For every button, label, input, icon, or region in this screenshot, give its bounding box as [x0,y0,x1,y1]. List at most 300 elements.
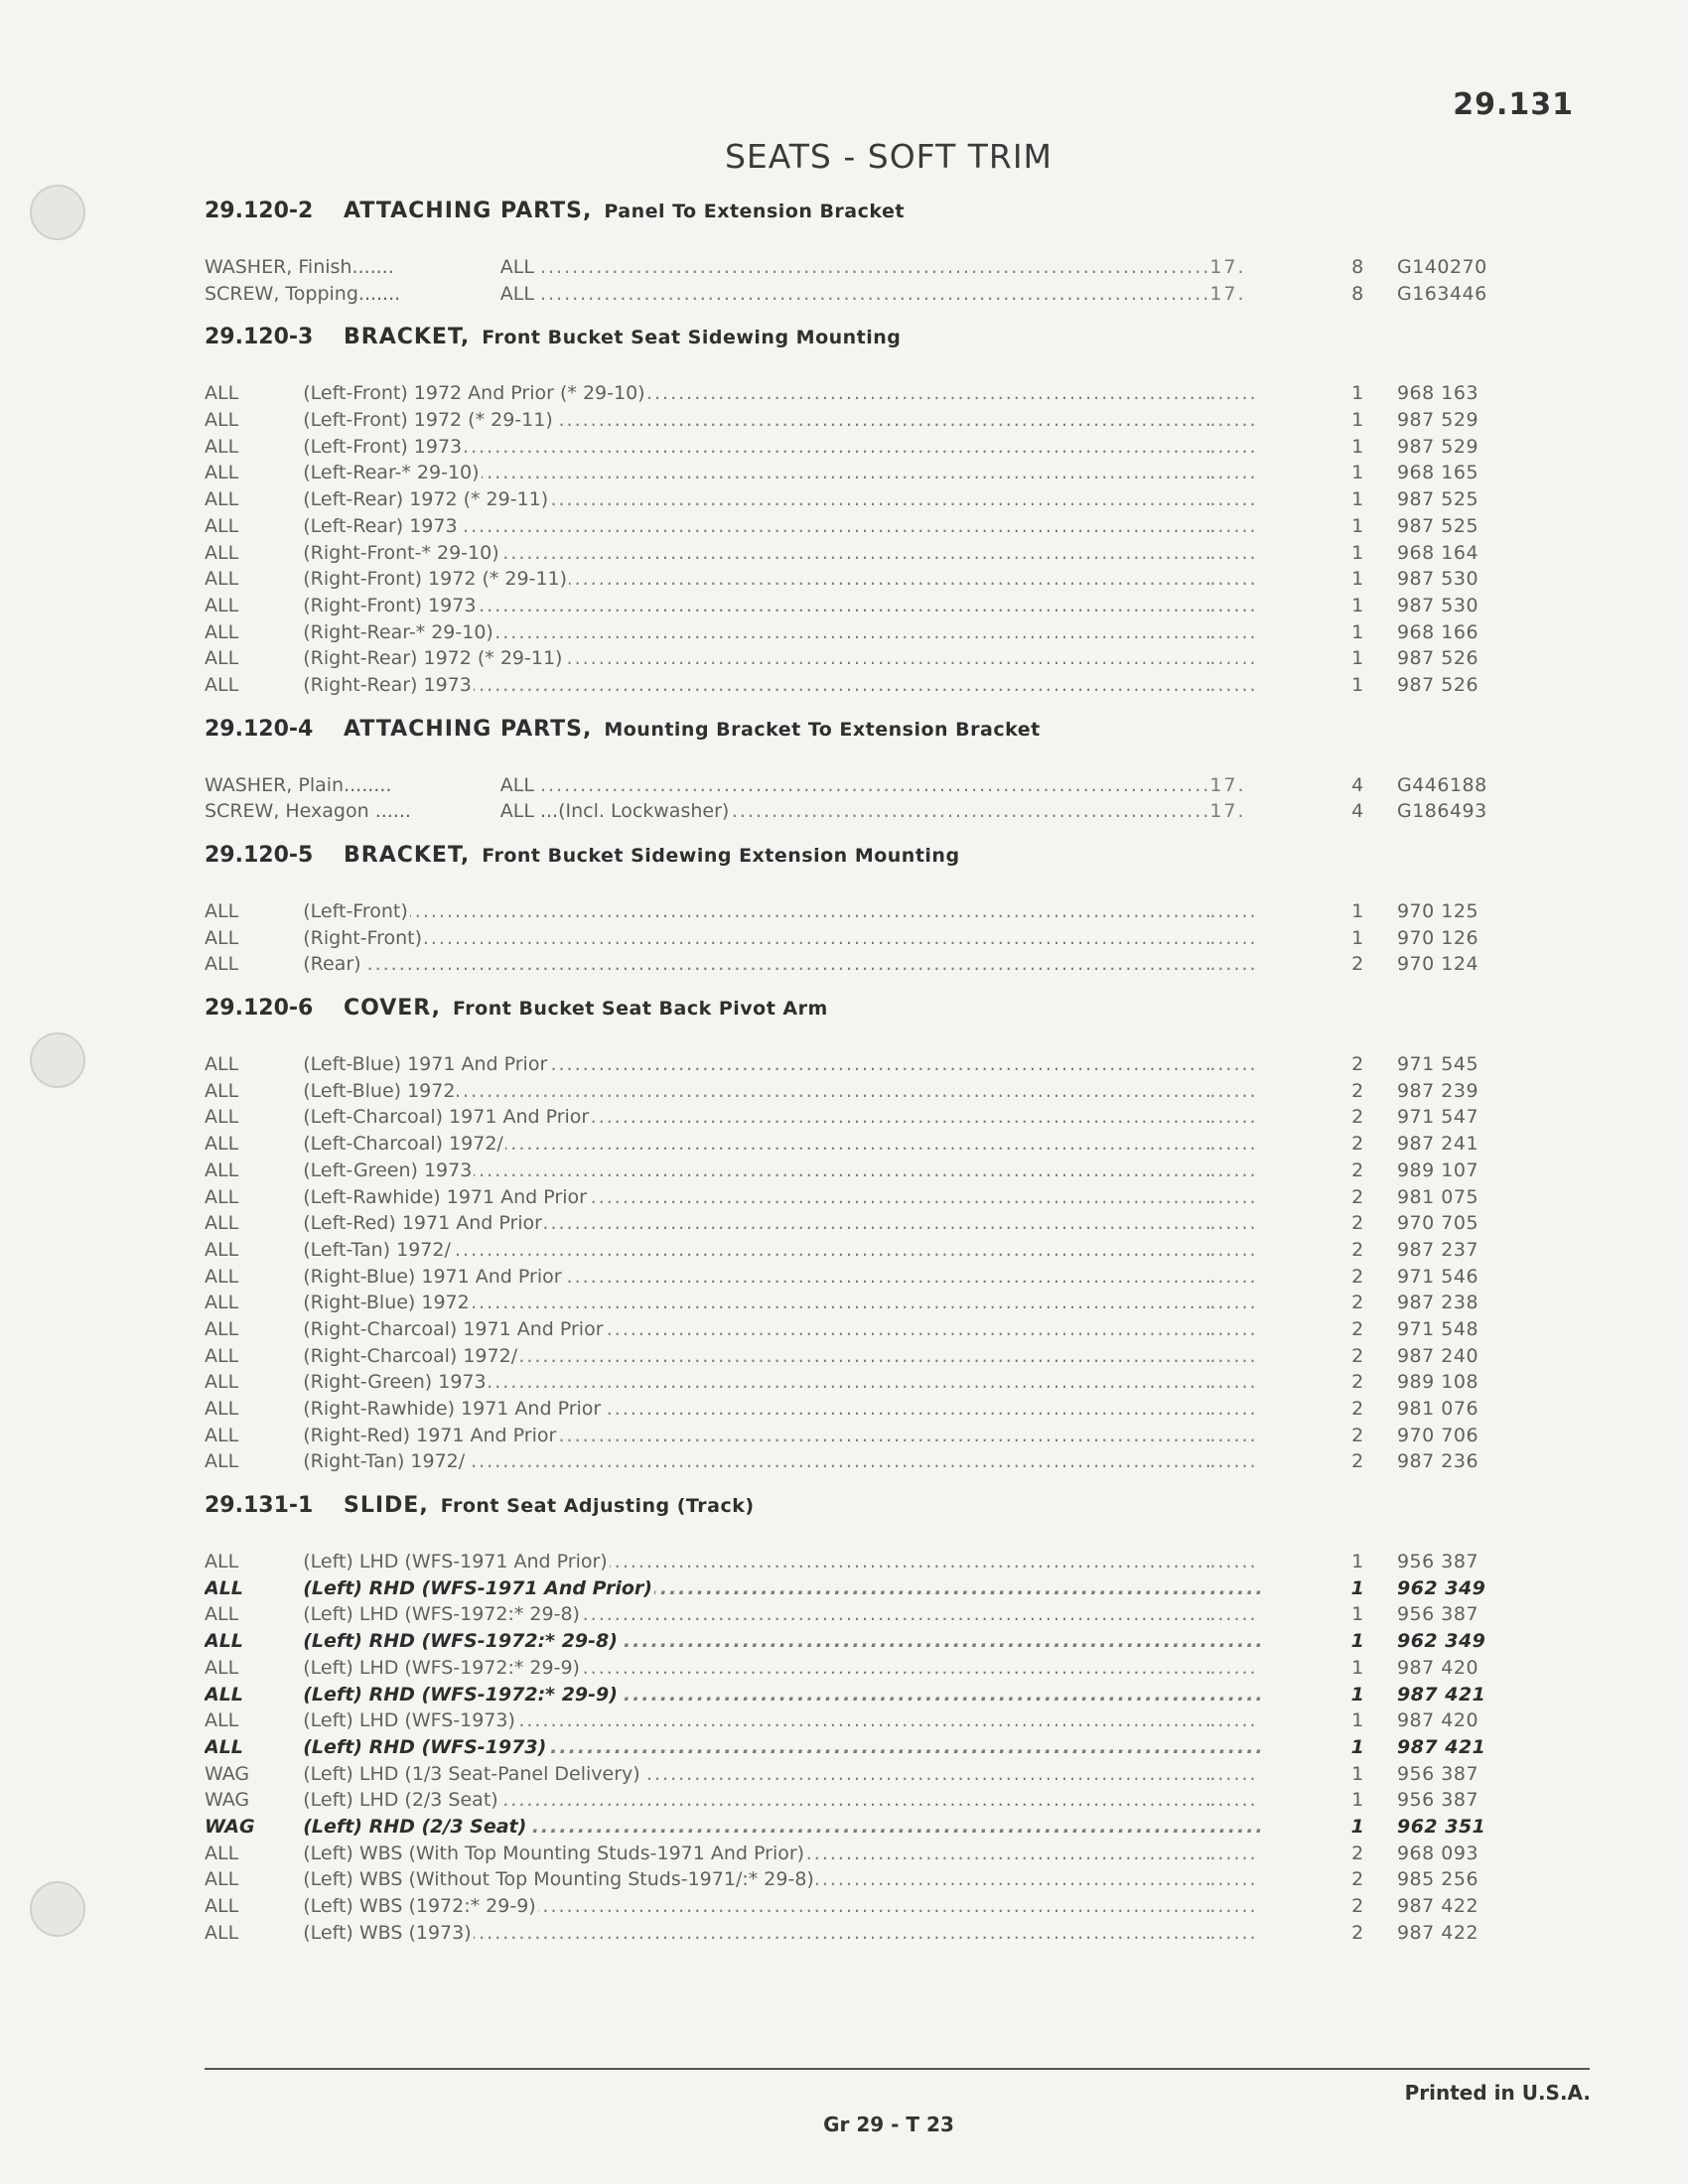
row-leader: ...... [1209,1133,1258,1156]
row-part-number: 987 530 [1396,568,1479,591]
row-part-number: 987 239 [1396,1079,1479,1102]
row-part-number: 968 093 [1396,1842,1479,1864]
parts-row [205,1210,1525,1237]
row-model: ALL [205,1133,239,1156]
row-part-number: 987 420 [1396,1709,1479,1732]
row-leader: ...... [1209,1424,1258,1446]
row-quantity: 2 [1351,1238,1364,1261]
parts-row [205,672,1525,699]
row-part-number: 987 422 [1396,1895,1479,1917]
row-quantity: 1 [1351,1789,1364,1812]
row-model: ALL [205,409,239,432]
parts-row [205,486,1525,513]
row-description-text: (Right-Rear-* 29-10) [303,620,493,643]
row-model: ALL [205,541,239,564]
row-quantity: 1 [1351,1709,1364,1732]
row-model: ALL [205,1159,239,1181]
row-description-text: (Right-Green) 1973 [303,1371,487,1394]
row-model: ALL [205,647,239,670]
row-leader: ...... [1209,1656,1258,1679]
row-model: ALL [205,1709,239,1732]
section-rows [205,1549,1525,1946]
row-part-number: 987 529 [1396,409,1479,432]
row-description [303,1841,1209,1867]
row-description-text: ALL [499,256,534,278]
row-description-text: (Right-Charcoal) 1971 And Prior [303,1317,604,1340]
row-model: ALL [205,900,239,922]
parts-row [205,798,1525,825]
section-name: BRACKET, [344,843,471,868]
row-quantity: 2 [1351,1159,1364,1181]
row-leader: ...... [1209,1079,1258,1102]
row-model: ALL [205,514,239,537]
row-description [303,460,1209,486]
row-quantity: 1 [1351,594,1364,616]
section-rows [205,772,1525,825]
row-quantity: 1 [1351,1762,1364,1785]
row-description-text: (Left-Rear) 1972 (* 29-11) [303,488,549,511]
row-description [303,1761,1209,1788]
row-leader: ...... [1209,1292,1258,1314]
row-model: WAG [205,1815,255,1838]
row-quantity: 2 [1351,1450,1364,1473]
section-rows [205,380,1525,698]
row-quantity: 1 [1350,1630,1364,1653]
section-description: Panel To Extension Bracket [604,201,905,222]
printed-notice: Printed in U.S.A. [1404,2081,1591,2105]
row-quantity: 1 [1351,647,1364,670]
parts-row [205,1131,1525,1158]
row-description-text: (Left-Rear) 1973 [303,514,458,537]
row-description-text: (Left) WBS (1973) [303,1921,472,1944]
row-model: ALL [205,1398,239,1420]
row-model: ALL [205,1576,243,1599]
row-description [500,772,1210,799]
row-description-text: (Right-Charcoal) 1972/ [303,1344,518,1367]
row-description-text: (Left) RHD (WFS-1971 And Prior) [303,1576,652,1599]
row-quantity: 2 [1351,1344,1364,1367]
row-description-text: (Right-Red) 1971 And Prior [303,1424,557,1446]
row-description-text: (Left) LHD (1/3 Seat-Panel Delivery) [303,1762,640,1785]
row-leader: ...... [1209,1317,1258,1340]
row-model: ALL [205,1424,239,1446]
parts-row [205,407,1525,434]
row-leader: ...... [1209,1238,1258,1261]
row-model: ALL [205,1238,239,1261]
parts-row [205,1078,1525,1105]
row-description [303,1707,1209,1734]
row-part-number: G163446 [1396,282,1487,305]
row-description [303,1448,1209,1475]
row-part-number: 987 237 [1396,1238,1479,1261]
row-model: ALL [205,1185,239,1208]
section-number: 29.131-1 [205,1493,314,1519]
row-quantity: 2 [1351,1371,1364,1394]
section-description: Front Seat Adjusting (Track) [440,1495,755,1518]
row-leader: ...... [1209,1762,1258,1785]
row-description [303,1343,1209,1370]
row-description [500,254,1210,281]
row-description [303,1184,1209,1211]
row-part-number: 987 530 [1396,594,1479,616]
parts-row [205,281,1525,308]
section-description: Front Bucket Seat Back Pivot Arm [453,998,828,1021]
row-description-text: (Right-Blue) 1972 [303,1292,470,1314]
row-part-number: 970 124 [1396,953,1479,976]
row-quantity: 1 [1351,1603,1364,1626]
section-heading [205,843,1525,879]
row-description [303,951,1209,978]
row-quantity: 1 [1351,900,1364,922]
section-number: 29.120-2 [205,199,314,223]
row-part-number: 956 387 [1396,1789,1479,1812]
section-number: 29.120-6 [205,996,314,1022]
row-description-text: (Left) LHD (WFS-1971 And Prior) [303,1551,608,1573]
row-description [303,1682,1209,1708]
row-description-text: (Left-Blue) 1971 And Prior [303,1053,548,1076]
row-description [303,380,1209,407]
row-description-text: ALL [499,773,534,796]
parts-row [205,1549,1525,1575]
row-part-number: 971 547 [1396,1106,1479,1129]
parts-row [205,1423,1525,1449]
row-model: ALL [205,1895,239,1917]
row-quantity: 2 [1351,1079,1364,1102]
parts-row [205,1814,1525,1841]
row-description-text: (Left-Rear-* 29-10) [303,462,480,484]
row-part-number: 989 107 [1396,1159,1479,1181]
row-description [303,1628,1209,1655]
section-rows [205,254,1525,307]
row-model: ALL [205,1106,239,1129]
row-part-number: 956 387 [1396,1551,1479,1573]
row-leader: ...... [1209,1789,1258,1812]
row-model: ALL [205,1630,243,1653]
row-model: ALL [205,620,239,643]
row-description [303,1316,1209,1343]
parts-row [205,254,1525,281]
row-description-text: (Left) WBS (Without Top Mounting Studs-1971/:* 29-8) [303,1868,814,1891]
row-part-number: G186493 [1396,800,1487,823]
parts-row [205,1184,1525,1211]
row-quantity: 2 [1351,1292,1364,1314]
row-description-text: (Left-Front) 1973 [303,435,463,458]
row-description [303,513,1209,540]
row-leader: ...... [1209,1265,1258,1288]
row-description [303,1131,1209,1158]
row-part-number: 968 164 [1396,541,1479,564]
row-leader: ...... [1209,1603,1258,1626]
row-model: ALL [205,1292,239,1314]
row-description [303,1423,1209,1449]
row-description [303,407,1209,434]
row-quantity: 2 [1351,1212,1364,1235]
row-description [303,898,1209,925]
row-description-text: (Right-Rawhide) 1971 And Prior [303,1398,602,1420]
row-model: ALL [205,673,239,696]
row-quantity: 2 [1351,1842,1364,1864]
row-quantity: 1 [1351,435,1364,458]
row-description-text: (Left) RHD (WFS-1972:* 29-9) [303,1683,618,1706]
footer-code: Gr 29 - T 23 [823,2113,954,2136]
section-heading [205,199,1525,234]
row-description [303,1814,1209,1841]
row-quantity: 2 [1351,1106,1364,1129]
row-description [500,281,1210,308]
parts-row [205,1787,1525,1814]
row-part-number: 981 076 [1396,1398,1479,1420]
row-description [303,1396,1209,1423]
row-model: ALL [205,1735,243,1758]
row-part-number: 987 236 [1396,1450,1479,1473]
row-part-number: 962 349 [1396,1576,1486,1599]
parts-row [205,1448,1525,1475]
parts-row [205,1396,1525,1423]
row-description [303,1237,1209,1264]
row-description-text: (Left-Front) 1972 (* 29-11) [303,409,553,432]
row-quantity: 1 [1351,382,1364,405]
row-part-number: 985 256 [1396,1868,1479,1891]
row-description-text: (Left) WBS (With Top Mounting Studs-1971 And Prior) [303,1842,805,1864]
row-description-text: (Right-Blue) 1971 And Prior [303,1265,562,1288]
row-quantity: 1 [1350,1815,1364,1838]
row-description-text: (Left) RHD (WFS-1973) [303,1735,547,1758]
row-description [303,1601,1209,1628]
row-model: WASHER, Plain........ [205,773,392,796]
row-description [303,1210,1209,1237]
row-part-number: 971 545 [1396,1053,1479,1076]
row-part-number: 956 387 [1396,1762,1479,1785]
row-quantity: 1 [1351,488,1364,511]
row-model: ALL [205,1371,239,1394]
row-leader: ...... [1209,1185,1258,1208]
row-part-number: 987 529 [1396,435,1479,458]
parts-row [205,951,1525,978]
row-description [303,645,1209,672]
binder-hole [30,1881,85,1937]
row-part-number: 971 546 [1396,1265,1479,1288]
row-description-text: ALL [499,282,534,305]
parts-row [205,1237,1525,1264]
row-quantity: 8 [1351,282,1364,305]
parts-row [205,1841,1525,1867]
row-part-number: 968 163 [1396,382,1479,405]
parts-row [205,1264,1525,1291]
parts-row [205,645,1525,672]
row-description [303,1104,1209,1131]
section-number: 29.120-3 [205,325,314,350]
parts-row [205,540,1525,567]
row-description-text: (Left) RHD (2/3 Seat) [303,1815,527,1838]
row-leader: ...... [1209,1053,1258,1076]
row-quantity: 1 [1351,568,1364,591]
section-name: ATTACHING PARTS, [344,716,593,742]
row-leader: ...... [1209,1371,1258,1394]
row-quantity: 2 [1351,1398,1364,1420]
row-leader: ...... [1209,620,1258,643]
row-quantity: 2 [1351,1424,1364,1446]
row-part-number: 970 126 [1396,926,1479,949]
row-model: ALL [205,462,239,484]
parts-row [205,1655,1525,1682]
row-description [500,798,1210,825]
row-part-number: 970 706 [1396,1424,1479,1446]
row-description [303,1264,1209,1291]
row-model: ALL [205,1265,239,1288]
parts-row [205,619,1525,646]
row-description-text: (Left-Rawhide) 1971 And Prior [303,1185,587,1208]
row-leader: ...... [1209,1895,1258,1917]
row-quantity: 1 [1351,926,1364,949]
row-model: WAG [205,1762,250,1785]
row-description [303,1158,1209,1184]
row-description [303,1051,1209,1078]
row-leader: ...... [1209,953,1258,976]
row-description-text: (Left) WBS (1972:* 29-9) [303,1895,536,1917]
binder-hole [30,185,85,240]
row-part-number: 968 166 [1396,620,1479,643]
row-part-number: 987 238 [1396,1292,1479,1314]
section-description: Front Bucket Seat Sidewing Mounting [482,327,902,349]
footer-rule [205,2068,1590,2070]
row-leader: ...... [1209,926,1258,949]
parts-row [205,566,1525,593]
row-part-number: 987 525 [1396,488,1479,511]
row-model: ALL [205,1842,239,1864]
row-leader: ...... [1209,1159,1258,1181]
row-quantity: 2 [1351,1185,1364,1208]
row-model: ALL [205,953,239,976]
row-leader: ...... [1209,568,1258,591]
row-quantity: 8 [1351,256,1364,278]
parts-row [205,772,1525,799]
row-leader: ...... [1209,1842,1258,1864]
row-leader: ...... [1209,673,1258,696]
row-part-number: 962 351 [1396,1815,1486,1838]
row-quantity: 2 [1351,1317,1364,1340]
row-part-number: G446188 [1396,773,1487,796]
row-description [303,566,1209,593]
row-quantity: 1 [1351,541,1364,564]
parts-row [205,1682,1525,1708]
row-description [303,1787,1209,1814]
row-leader: 17. [1209,773,1246,796]
row-description [303,1655,1209,1682]
section-rows [205,898,1525,978]
section-number: 29.120-5 [205,843,314,868]
row-description-text: (Left-Tan) 1972/ [303,1238,451,1261]
parts-row [205,1051,1525,1078]
row-model: SCREW, Topping....... [205,282,401,305]
row-leader: ...... [1209,1398,1258,1420]
parts-row [205,1893,1525,1920]
row-quantity: 2 [1351,953,1364,976]
parts-row [205,1920,1525,1947]
row-quantity: 1 [1350,1576,1364,1599]
parts-row [205,1369,1525,1396]
parts-row [205,460,1525,486]
section-name: BRACKET, [344,325,471,350]
row-quantity: 1 [1351,620,1364,643]
row-description-text: (Left-Charcoal) 1971 And Prior [303,1106,590,1129]
row-leader: ...... [1209,1921,1258,1944]
row-part-number: 968 165 [1396,462,1479,484]
row-quantity: 1 [1350,1683,1364,1706]
row-model: ALL [205,568,239,591]
row-leader: ...... [1209,1212,1258,1235]
row-quantity: 2 [1351,1868,1364,1891]
row-description [303,593,1209,619]
row-leader: ...... [1209,1450,1258,1473]
row-part-number: 981 075 [1396,1185,1479,1208]
row-model: WASHER, Finish....... [205,256,394,278]
row-description [303,434,1209,461]
parts-row [205,1761,1525,1788]
row-description [303,540,1209,567]
row-description-text: (Right-Rear) 1972 (* 29-11) [303,647,563,670]
section-name: SLIDE, [344,1493,429,1519]
row-description-text: (Left) LHD (WFS-1972:* 29-8) [303,1603,580,1626]
page-title: SEATS - SOFT TRIM [724,137,1054,176]
row-part-number: 970 705 [1396,1212,1479,1235]
row-part-number: 987 420 [1396,1656,1479,1679]
row-quantity: 4 [1351,773,1364,796]
parts-row [205,380,1525,407]
section-heading [205,717,1525,752]
row-part-number: 987 421 [1396,1683,1486,1706]
section-name: ATTACHING PARTS, [344,199,593,223]
row-leader: ...... [1209,1344,1258,1367]
row-quantity: 2 [1351,1133,1364,1156]
row-part-number: G140270 [1396,256,1487,278]
row-model: ALL [205,1683,243,1706]
parts-row [205,898,1525,925]
parts-row [205,1866,1525,1893]
row-description-text: (Left-Blue) 1972 [303,1079,456,1102]
row-part-number: 987 525 [1396,514,1479,537]
row-model: SCREW, Hexagon ...... [205,800,411,823]
row-leader: ...... [1209,1551,1258,1573]
row-description [303,1920,1209,1947]
row-description [303,1369,1209,1396]
row-description-text: (Left-Green) 1973 [303,1159,473,1181]
row-quantity: 4 [1351,800,1364,823]
row-description-text: (Left) RHD (WFS-1972:* 29-8) [303,1630,618,1653]
section-number: 29.120-4 [205,716,314,742]
row-leader: 17. [1209,282,1246,305]
parts-row [205,513,1525,540]
row-model: ALL [205,1921,239,1944]
row-description [303,619,1209,646]
row-model: ALL [205,382,239,405]
row-model: ALL [205,1344,239,1367]
row-description-text: (Left) LHD (WFS-1972:* 29-9) [303,1656,580,1679]
row-description [303,486,1209,513]
row-leader: ...... [1209,1815,1265,1838]
row-description-text: (Left) LHD (2/3 Seat) [303,1789,498,1812]
row-model: ALL [205,1868,239,1891]
row-leader: ...... [1209,1630,1265,1653]
row-description-text: (Left) LHD (WFS-1973) [303,1709,515,1732]
parts-row [205,1734,1525,1761]
row-quantity: 1 [1350,1735,1364,1758]
parts-row [205,1628,1525,1655]
row-description-text: (Right-Front) 1973 [303,594,477,616]
row-description-text: (Left-Front) 1972 And Prior (* 29-10) [303,382,645,405]
row-leader: ...... [1209,382,1258,405]
row-leader: ...... [1209,594,1258,616]
row-leader: ...... [1209,1683,1265,1706]
